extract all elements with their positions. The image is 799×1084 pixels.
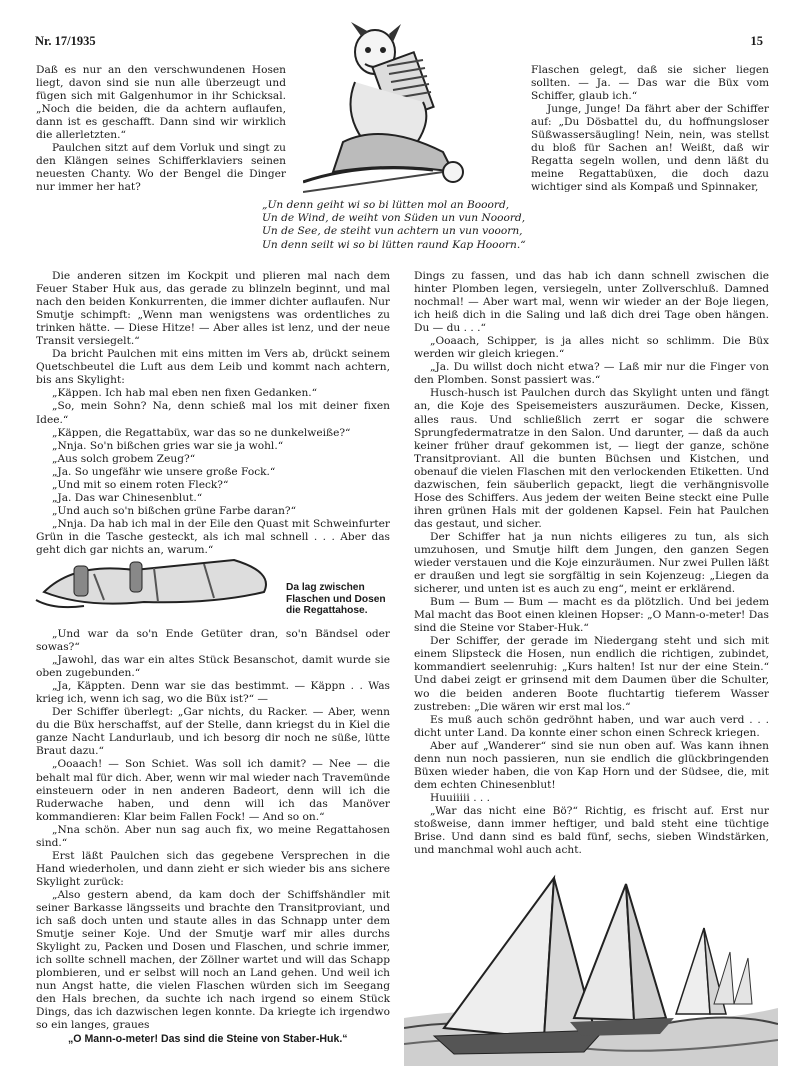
paragraph: „Nna schön. Aber nun sag auch fix, wo meine Regattahosen sind.“ [36,823,390,849]
paragraph: „Also gestern abend, da kam doch der Schiffshändler mit seiner Barkasse längsseits und brachte den Transitproviant, und ich saß doch unten und staute alles in das Schnapp unter dem Smutje seiner Koje. Und der Smutje warf mir alles durchs Skylight zu, Packen und Dosen und Flaschen, und schrie immer, ich sollte schnell machen, der Zöllner wartet und will das Schapp plombieren, und er selbst will noch an Land gehen. Und weil ich nun Angst hatte, die vielen Flaschen würden sich im Seegang den Hals brechen, da suchte ich nach irgend so einem Stück Dings, das ich dazwischen legen konnte. Da kriegte ich irgendwo so ein langes, graues [36,888,390,1032]
paragraph: „Jawohl, das war ein altes Stück Besanschot, damit wurde sie oben zugebunden.“ [36,654,390,680]
accordion-player-illustration [303,22,519,198]
paragraph: Der Schiffer, der gerade im Niedergang steht und sich mit einem Slipsteck die Hosen, nun endlich die richtigen, zubindet, kommandiert seelenruhig: „Kurs halten! Ist nur der eine Stein.“ Und dabei zeigt er grinsend mit dem Daumen über die Schulter, wo die beiden anderen Boote fluchtartig tieferem Wasser zustreben: „Die wären wir erst mal los.“ [414,635,769,713]
verse-line: „Un denn geiht wi so bi lütten mol an Booord, [262,199,510,211]
paragraph: Aber auf „Wanderer“ sind sie nun oben auf. Was kann ihnen denn nun noch passieren, nun sie endlich die glückbringenden Büxen wieder haben, die von Kap Horn und der Südsee, die, mit dem echten Chinesenblut! [414,739,769,791]
paragraph: „So, mein Sohn? Na, denn schieß mal los mit deiner fixen Idee.“ [36,400,390,426]
paragraph: „Ooaach! — Son Schiet. Was soll ich damit? — Nee — die behalt mal für dich. Aber, wenn wir mal wieder nach Travemünde einsteuern oder in nen anderen Badeort, denn will ich die Ruderwache haben, und denn will ich das Manöver kommandieren: Klar beim Fallen Fock! — And so on.“ [36,758,390,823]
paragraph: „Ja, Käppten. Denn war sie das bestimmt. — Käppn . . Was krieg ich, wenn ich sag, wo die Büx ist?“ — [36,680,390,706]
illustration-caption: „O Mann-o-meter! Das sind die Steine von Staber-Huk.“ [68,1033,348,1045]
trousers-illustration [34,552,284,614]
paragraph: „Käppen. Ich hab mal eben nen fixen Gedanken.“ [52,387,318,400]
paragraph: Die anderen sitzen im Kockpit und plieren mal nach dem Feuer Staber Huk aus, das gerade zu blinzeln beginnt, und mal nach den beiden Konkurrenten, die immer dichter auflaufen. Nur Smutje schimpft: „Wenn man wenigstens was ordentliches zu trinken hätte. — Diese Hitze! — Aber alles ist lenz, und der neue Transit versiegelt.“ [36,270,390,348]
paragraph: „Nnja. So'n bißchen gries war sie ja wohl.“ [52,439,284,452]
illustration-caption: Da lag zwischen Flaschen und Dosen die Regattahose. [286,582,386,616]
paragraph: Bum — Bum — Bum — macht es da plötzlich. Und bei jedem Mal macht das Boot einen kleinen Hopser: „O Mann-o-meter! Das sind die Steine vor Staber-Huk.“ [414,596,769,635]
paragraph: Der Schiffer hat ja nun nichts eiligeres zu tun, als sich umzuhosen, und Smutje hilft dem Jungen, den ganzen Segen wieder verstauen und die Koje einzuräumen. Nur zwei Pullen läßt er draußen und legt sie sorgfältig in sein Kojenzeug: „Liegen da sicherer, und unten ist es auch zu eng“, meint er erklärend. [414,530,769,596]
paragraph: „Aus solch grobem Zeug?“ [52,452,196,465]
verse-line: Un de Wind, de weiht von Süden un vun Nooord, [262,212,526,225]
paragraph: Der Schiffer überlegt: „Gar nichts, du Racker. — Aber, wenn du die Büx herschaffst, auf der Stelle, dann kriegst du in Kiel die ganze Nacht Landurlaub, und ich besorg dir noch ne süße, lütte Braut dazu.“ [36,706,390,758]
column-bottom-right [414,270,769,857]
paragraph: „Nnja. Da hab ich mal in der Eile den Quast mit Schweinfurter Grün in die Tasche gesteckt, als ich mal schnell . . . Aber das geht dich gar nichts an, warum.“ [36,517,390,556]
paragraph: Paulchen sitzt auf dem Vorluk und singt zu den Klängen seines Schifferklaviers seinen neuesten Chanty. Wo der Bengel die Dinger nur immer her hat? [36,142,286,194]
paragraph: Junge, Junge! Da fährt aber der Schiffer auf: „Du Dösbattel du, du hoffnungsloser Süßwassersäugling! Nein, nein, was stellst du bloß für Sachen an! Weißt, daß wir Regatta segeln wollen, und denn läßt du meine Regattabüxen, die doch dazu wichtiger sind als Kompaß und Spinnaker, [531,103,769,194]
paragraph: Es muß auch schön gedröhnt haben, und war auch verd . . . dicht unter Land. Da konnte einer schon einen Schreck kriegen. [414,713,769,739]
verse-line: Un de See, de steiht vun achtern un vun vooorn, [262,225,523,238]
column-bottom-left [36,270,390,557]
sailboats-illustration [404,868,778,1066]
paragraph: Daß es nur an den verschwundenen Hosen liegt, davon sind sie nun alle überzeugt und fügen sich mit Galgenhumor in ihr Schicksal. „Noch die beiden, die da achtern auflaufen, dann ist es geschafft. Dann sind wir wirklich die allerletzten.“ [36,64,286,142]
verse-line: Un denn seilt wi so bi lütten raund Kap Hooorn.“ [262,238,526,251]
paragraph: „Käppen, die Regattabüx, war das so ne dunkelweiße?“ [52,426,351,439]
paragraph: „Ja. Das war Chinesenblut.“ [52,491,203,504]
page-number: 15 [750,34,763,48]
paragraph: „Ja. So ungefähr wie unsere große Fock.“ [52,465,276,478]
paragraph: „Ooaach, Schipper, is ja alles nicht so schlimm. Die Büx werden wir gleich kriegen.“ [414,335,769,361]
paragraph: Flaschen gelegt, daß sie sicher liegen sollten. — Ja. — Das war die Büx vom Schiffer, glaub ich.“ [531,64,769,103]
column-top-left [36,64,286,194]
paragraph: Erst läßt Paulchen sich das gegebene Versprechen in die Hand wiederholen, und dann zieht er sich wieder bis ans sichere Skylight zurück: [36,849,390,888]
paragraph: Dings zu fassen, und das hab ich dann schnell zwischen die hinter Plomben legen, versiegeln, unter Zollverschluß. Damned nochmal! — Aber wart mal, wenn wir wieder an der Boje liegen, ich heiß dich in die Saling und laß dich drei Tage oben hängen. Du — du . . .“ [414,270,769,335]
issue-number: Nr. 17/1935 [35,34,96,48]
paragraph: Huuiiiii . . . [430,791,491,804]
paragraph: Da bricht Paulchen mit eins mitten im Vers ab, drückt seinem Quetschbeutel die Luft aus dem Leib und kommt nach achtern, bis ans Skylight: [36,348,390,387]
paragraph: „Und auch so'n bißchen grüne Farbe daran?“ [52,504,296,517]
paragraph: „Und mit so einem roten Fleck?“ [52,478,229,491]
column-top-right [531,64,769,194]
paragraph: Husch-husch ist Paulchen durch das Skylight unten und fängt an, die Koje des Speisemeisters auszuräumen. Decke, Kissen, alles raus. Und schließlich zerrt er sogar die schwere Sprungfedermatratze in den Salon. Und darunter, — daß da auch keiner früher drauf gekommen ist, — liegt der ganze, schöne Transitproviant. All die bunten Büchsen und Kistchen, und obenauf die vielen Flaschen mit den verlockenden Etiketten. Und dazwischen, fein säuberlich gepackt, liegt die verhängnisvolle Hose des Schiffers. Aus jedem der weiten Beine steckt eine Pulle ihren grünen Hals mit der goldenen Kapsel. Fein hat Paulchen das gestaut, und sicher. [414,387,769,530]
paragraph: „Ja. Du willst doch nicht etwa? — Laß mir nur die Finger von den Plomben. Sonst passiert was.“ [414,361,769,387]
paragraph: „War das nicht eine Bö?“ Richtig, es frischt auf. Erst nur stoßweise, dann immer heftiger, und bald steht eine tüchtige Brise. Und dann sind es bald fünf, sechs, sieben Windstärken, und manchmal wohl auch acht. [414,804,769,857]
column-bottom-left-continued [36,628,390,1032]
chanty-verse [262,199,552,252]
paragraph: „Und war da so'n Ende Getüter dran, so'n Bändsel oder sowas?“ [36,628,390,654]
